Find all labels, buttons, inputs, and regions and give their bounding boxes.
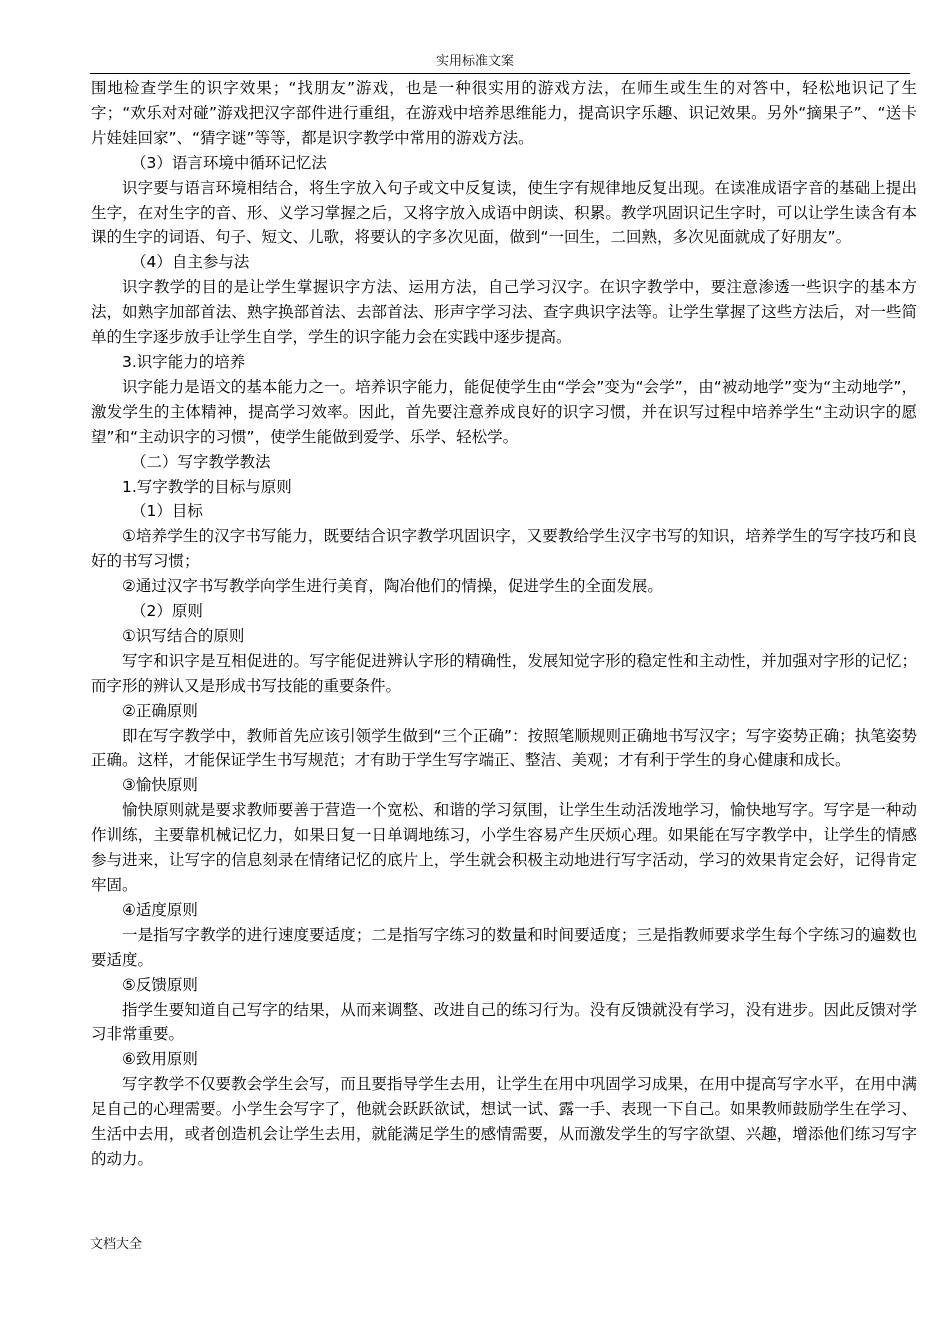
page-header: 实用标准文案 — [435, 54, 514, 69]
body-paragraph: 识字教学的目的是让学生掌握识字方法、运用方法，自己学习汉字。在识字教学中，要注意渗透一些识字的基本方法，如熟字加部首法、熟字换部首法、去部首法、形声字学习法、查字典识字法等。让学生掌握了这些方法后，对一些简单的生字逐步放手让学生自学，学生的识字能力会在实践中逐步提高。 — [91, 278, 917, 347]
section-heading: （2）原则 — [131, 602, 203, 621]
body-paragraph: 写字和识字是互相促进的。写字能促进辨认字形的精确性，发展知觉字形的稳定性和主动性，并加强对字形的记忆；而字形的辨认又是形成书写技能的重要条件。 — [91, 651, 917, 695]
body-paragraph: 指学生要知道自己写字的结果，从而来调整、改进自己的练习行为。没有反馈就没有学习，没有进步。因此反馈对学习非常重要。 — [91, 1000, 917, 1044]
body-paragraph: 即在写字教学中，教师首先应该引领学生做到“三个正确”：按照笔顺规则正确地书写汉字；写字姿势正确；执笔姿势正确。这样，才能保证学生书写规范；才有助于学生写字端正、整洁、美观；才有利于学生的身心健康和成长。 — [91, 726, 917, 770]
body-paragraph: ①培养学生的汉字书写能力，既要结合识字教学巩固识字，又要教给学生汉字书写的知识，培养学生的写字技巧和良好的书写习惯； — [91, 527, 917, 571]
body-paragraph: 一是指写字教学的进行速度要适度；二是指写字练习的数量和时间要适度；三是指教师要求学生每个字练习的遍数也要适度。 — [91, 925, 917, 969]
body-paragraph: 围地检查学生的识字效果；“找朋友”游戏，也是一种很实用的游戏方法，在师生或生生的对答中，轻松地识记了生字；“欢乐对对碰”游戏把汉字部件进行重组，在游戏中培养思维能力，提高识字乐趣、识记效果。另外“摘果子”、“送卡片娃娃回家”、“猜字谜”等等，都是识字教学中常用的游戏方法。 — [91, 79, 917, 147]
body-paragraph: 愉快原则就是要求教师要善于营造一个宽松、和谐的学习氛围，让学生生动活泼地学习，愉快地写字。写字是一种动作训练，主要靠机械记忆力，如果日复一日单调地练习，小学生容易产生厌烦心理。如果能在写字教学中，让学生的情感参与进来，让写字的信息刻录在情绪记忆的底片上，学生就会积极主动地进行写字活动，学习的效果肯定会好，记得肯定牢固。 — [91, 801, 917, 894]
section-heading: （3）语言环境中循环记忆法 — [131, 153, 327, 172]
section-heading: ④适度原则 — [122, 900, 198, 919]
section-heading: （4）自主参与法 — [131, 253, 250, 272]
section-heading: 1.写字教学的目标与原则 — [122, 477, 292, 496]
body-paragraph: 识字能力是语文的基本能力之一。培养识字能力，能促使学生由“学会”变为“会学”，由“被动地学”变为“主动地学”，激发学生的主体精神，提高学习效率。因此，首先要注意养成良好的识字习惯，并在识写过程中培养学生“主动识字的愿望”和“主动识字的习惯”，使学生能做到爱学、乐学、轻松学。 — [91, 377, 917, 446]
section-heading: ①识写结合的原则 — [122, 626, 245, 645]
page-footer: 文档大全 — [90, 1237, 143, 1252]
section-heading: ③愉快原则 — [122, 776, 198, 795]
header-divider — [90, 73, 910, 74]
document-body — [91, 76, 917, 1172]
section-heading: （二）写字教学教法 — [131, 452, 271, 471]
section-heading: （1）目标 — [131, 502, 203, 521]
section-heading: 3.识字能力的培养 — [122, 352, 246, 371]
section-heading: ②正确原则 — [122, 701, 198, 720]
section-heading: ⑥致用原则 — [122, 1050, 198, 1069]
body-paragraph: ②通过汉字书写教学向学生进行美育，陶冶他们的情操，促进学生的全面发展。 — [122, 577, 663, 596]
body-paragraph: 写字教学不仅要教会学生会写，而且要指导学生去用，让学生在用中巩固学习成果，在用中提高写字水平，在用中满足自己的心理需要。小学生会写字了，他就会跃跃欲试，想试一试、露一手、表现一下自己。如果教师鼓励学生在学习、生活中去用，或者创造机会让学生去用，就能满足学生的感情需要，从而激发学生的写字欲望、兴趣，增添他们练习写字的动力。 — [91, 1075, 917, 1168]
body-paragraph: 识字要与语言环境相结合，将生字放入句子或文中反复读，使生字有规律地反复出现。在读准成语字音的基础上提出生字，在对生字的音、形、义学习掌握之后，又将字放入成语中朗读、积累。教学巩固识记生字时，可以让学生读含有本课的生字的词语、句子、短文、儿歌，将要认的字多次见面，做到“一回生，二回熟，多次见面就成了好朋友”。 — [91, 178, 917, 247]
section-heading: ⑤反馈原则 — [122, 975, 198, 994]
